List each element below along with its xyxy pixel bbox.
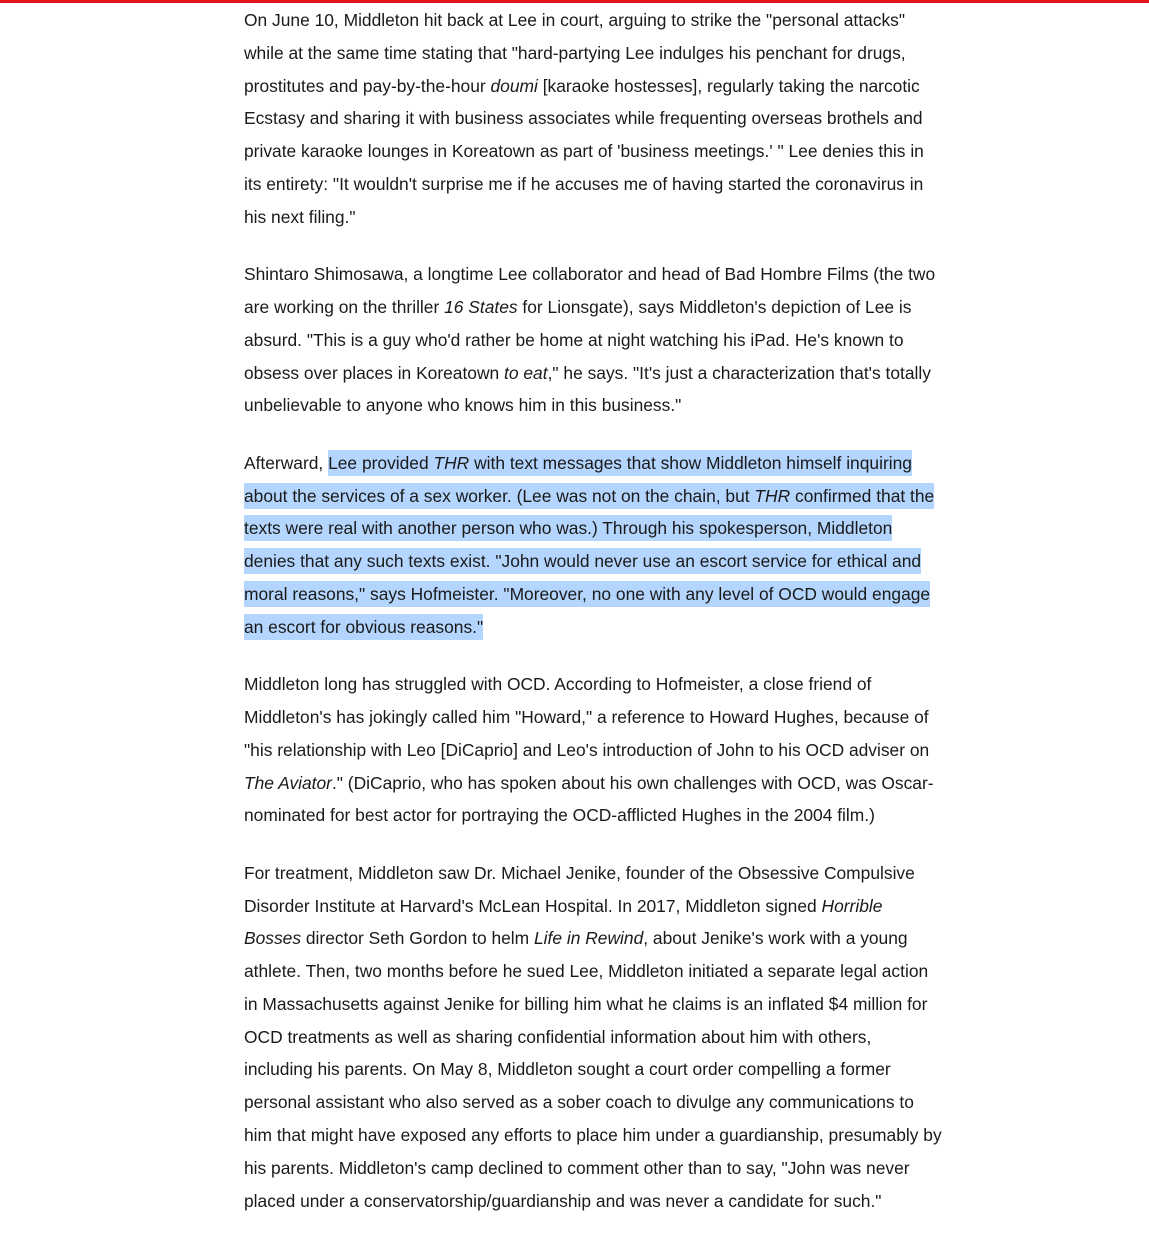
paragraph-ocd-history — [244, 668, 944, 832]
paragraph-text: For treatment, Middleton saw Dr. Michael Jenike, founder of the Obsessive Compulsive Disorder Institute at Harvard's McLean Hospital. In 2017, Middleton signed — [244, 862, 915, 916]
italic-publication: THR — [433, 452, 470, 473]
paragraph-text: for Lionsgate), says Middleton's depiction of Lee is absurd. "This is a guy who'd rather be home at night watching his iPad. He's known to obsess over places in Koreatown — [244, 296, 912, 383]
paragraph-text-messages — [244, 447, 944, 644]
italic-title: The Aviator — [244, 772, 332, 793]
italic-title: Life in Rewind — [534, 928, 644, 949]
selected-text[interactable]: Lee provided THR with text messages that show Middleton himself inquiring about the services of a sex worker. (Lee was not on the chain, but THR confirmed that the texts were real with another person who was.) Through his spokesperson, Middleton denies that any such texts exist. "John would never use an escort service for ethical and moral reasons," says Hofmeister. "Moreover, no one with any level of OCD would engage an escort for obvious reasons." — [244, 450, 934, 640]
italic-title: 16 States — [444, 296, 518, 317]
italic-term: doumi — [490, 75, 538, 96]
italic-emphasis: to eat — [504, 362, 548, 383]
article-body — [244, 4, 944, 1242]
italic-title: Horrible Bosses — [244, 895, 883, 949]
paragraph-shimosawa — [244, 258, 944, 422]
paragraph-text: Afterward, — [244, 452, 329, 473]
paragraph-text: ." (DiCaprio, who has spoken about his own challenges with OCD, was Oscar-nominated for best actor for portraying the OCD-afflicted Hughes in the 2004 film.) — [244, 772, 934, 826]
paragraph-text: Shintaro Shimosawa, a longtime Lee collaborator and head of Bad Hombre Films (the two are working on the thriller — [244, 264, 936, 317]
paragraph-text: ," he says. "It's just a characterization that's totally unbelievable to anyone who knows him in this business." — [244, 362, 931, 416]
paragraph-court-filing — [244, 4, 944, 234]
paragraph-text: Middleton long has struggled with OCD. According to Hofmeister, a close friend of Middleton's has jokingly called him "Howard," a reference to Howard Hughes, because of "his relationship with Leo [DiCaprio] and Leo's introduction of John to his OCD adviser on — [244, 674, 930, 760]
top-accent-bar — [0, 0, 1149, 3]
paragraph-text: director Seth Gordon to helm — [301, 928, 534, 949]
paragraph-text: , about Jenike's work with a young athlete. Then, two months before he sued Lee, Middleton initiated a separate legal action in Massachusetts against Jenike for billing him what he claims is an inflated $4 million for OCD treatments as well as sharing confidential information about him with others, including his parents. On May 8, Middleton sought a court order compelling a former personal assistant who also served as a sober coach to divulge any communications to him that might have exposed any efforts to place him under a guardianship, presumably by his parents. Middleton's camp declined to comment other than to say, "John was never placed under a conservatorship/guardianship and was never a candidate for such." — [244, 928, 942, 1211]
paragraph-treatment — [244, 857, 944, 1218]
italic-publication: THR — [754, 485, 791, 506]
paragraph-text: [karaoke hostesses], regularly taking the narcotic Ecstasy and sharing it with business associates while frequenting overseas brothels and private karaoke lounges in Koreatown as part of 'business meetings.' " Lee denies this in its entirety: "It wouldn't surprise me if he accuses me of having started the coronavirus in his next filing." — [244, 75, 924, 227]
paragraph-text: On June 10, Middleton hit back at Lee in court, arguing to strike the "personal attacks" while at the same time stating that "hard-partying Lee indulges his penchant for drugs, prostitutes and pay-by-the-hour — [244, 10, 906, 96]
